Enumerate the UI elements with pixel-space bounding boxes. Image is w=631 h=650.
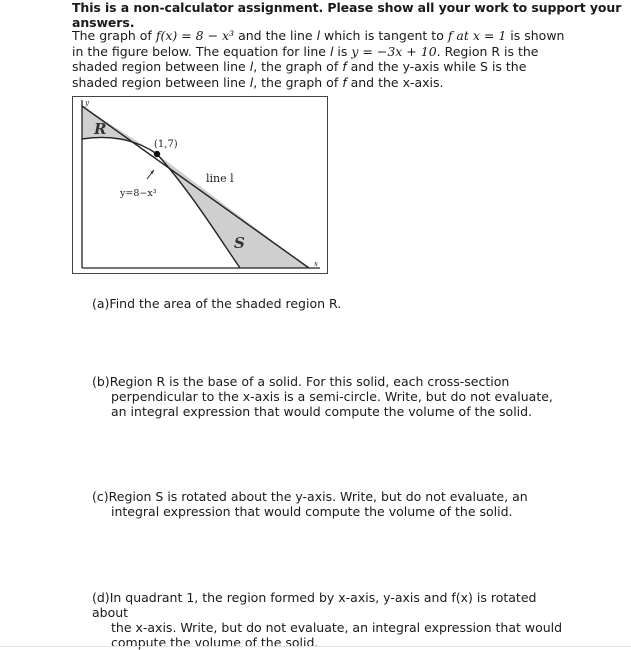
region-s-label: S: [234, 234, 245, 252]
graph-svg: [72, 96, 328, 274]
question-b-text: Region R is the base of a solid. For this solid, each cross-section: [109, 374, 510, 389]
question-c-text: Region S is rotated about the y-axis. Write, but do not evaluate, an: [108, 489, 528, 504]
graph-figure: [72, 96, 328, 274]
function-expression: f(x) = 8 − x³: [155, 28, 235, 43]
line-equation: y = −3x + 10: [351, 43, 437, 59]
tangent-point-expression: f at x = 1: [447, 28, 507, 43]
page-bottom-border: [0, 646, 631, 647]
question-a-text: Find the area of the shaded region R.: [109, 296, 342, 311]
question-c-text-cont: integral expression that would compute the volume of the solid.: [111, 504, 513, 519]
question-b-label: (b): [92, 374, 110, 389]
y-axis-label: y: [85, 99, 89, 107]
figure-frame: [73, 97, 328, 274]
question-c: [92, 489, 567, 519]
question-d-text-cont: the x-axis. Write, but do not evaluate, an integral expression that would compute the volume of the solid.: [111, 620, 563, 650]
question-d-text: In quadrant 1, the region formed by x-axis, y-axis and f(x) is rotated about: [92, 590, 537, 620]
question-c-label: (c): [92, 489, 109, 504]
question-a: [92, 296, 567, 311]
point-label: (1,7): [154, 139, 178, 150]
assignment-header: This is a non-calculator assignment. Please show all your work to support your answers.: [72, 0, 622, 30]
tangent-point: [154, 151, 160, 157]
curve-label: y=8−x³: [120, 188, 157, 199]
region-r-label: R: [94, 120, 107, 138]
question-b: [92, 374, 567, 419]
question-a-label: (a): [92, 296, 110, 311]
question-d-label: (d): [92, 590, 110, 605]
question-d: [92, 590, 567, 650]
question-b-text-cont: perpendicular to the x-axis is a semi-circle. Write, but do not evaluate, an integral expression that would compute the volume of the solid.: [111, 389, 553, 419]
line-l-label: line l: [206, 172, 234, 185]
problem-statement: The graph of f(x) = 8 − x³ and the line l which is tangent to f at x = 1 is shown in the figure below. The equation for line l is y = −3x + 10. Region R is the shaded region between line l, the graph of f and the y-axis while S is the shaded region between line l, the graph of f and the x-axis.: [72, 28, 565, 90]
x-axis-label: x: [314, 260, 318, 268]
